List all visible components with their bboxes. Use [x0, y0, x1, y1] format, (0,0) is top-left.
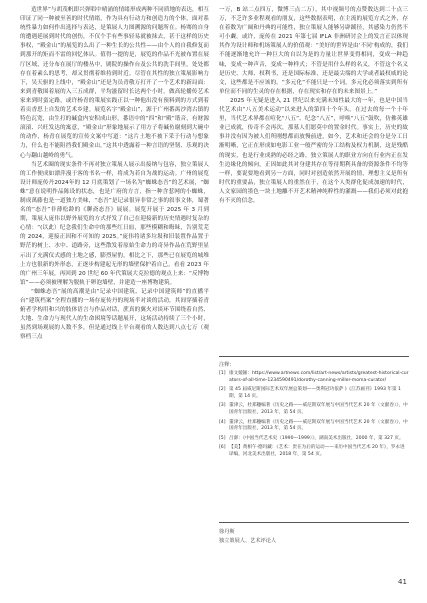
- footnote-item: [219, 403, 409, 417]
- footnotes-title: 注释：: [219, 362, 235, 368]
- page-number: 41: [398, 578, 407, 586]
- footnote-number: [5]: [219, 435, 226, 441]
- translator-divider: [219, 522, 409, 523]
- footnote-text: 董津云，杜郑穗编著《历史之路——威尼斯双年展与中国当代艺术 20 年（文献卷）》，中国青年出版社，2013 年，第 54 页。: [229, 419, 408, 432]
- footnote-number: [4]: [219, 419, 226, 425]
- footnote-number: [1]: [219, 370, 226, 376]
- author-role: 独立策展人、艺术评论人: [219, 538, 277, 544]
- footnote-item: [219, 371, 409, 385]
- notes-divider: [219, 356, 409, 357]
- footnote-text: 吕澎：《中国当代艺术史（1990—1999）》，湖南美术出版社，2000 年，第 327 页。: [229, 435, 404, 441]
- footnote-text: 康文媛颖：https://www.artnews.com/list/art-news/artists/greatest-historical-curators-of-all-time-1234590491/dorothy-canning-miller-moma-curator/: [229, 370, 409, 383]
- footnote-item: [219, 387, 409, 401]
- footnote-text: 【美】黄相午·德玛藏：《艺术：贵在为后的运动——来历中国当代艺术 20 年》，罗永进译编，河北美术出版社，2018 年，第 54 页。: [229, 445, 405, 457]
- footnote-number: [2]: [219, 387, 226, 393]
- footnotes: [219, 362, 409, 461]
- footnote-text: 董津云，杜郑穗编著《历史之路——威尼斯双年展与中国当代艺术 20 年（文献卷）》，中国青年出版社，2013 年，第 54 页。: [229, 403, 408, 416]
- body-paragraph: 当艺术圈的现实条件不再对独立策展人展示出接纳与包容，独立策展人的工作便成如漂萍漫于客的书名一样，将成为若自为战的运动。广州的展览设计师庞传丹2024年的 12 月底策划了一场名为“蜘蛛态吾”的艺术展，“蜘蛛”意在说明作品陈设的状态，也是广府的方言，指一种含惹网的小蜘蛛，制成萬藤也是一道独方美味，“态吾”是记录很异非常之事的叙事文体，蜀著名的“态吾”非薄松龄的《聊斋态吾》展展。展览开展于 2025 年 3 月到期，策展人庞伟以野外展览的方式抒发了自己在迎接新的历史情遇时复杂的心情：“(以此）纪念我们生命中的那些红日皿，那些模糊和晦昧，告别荒芜的 2024，迎接正因和不可知的 2025。”庞伟将诸多垃圾和旧装置作品置于野茫的树上、水中、道路旁，这些散发着原始生命力的奇异作品在荒野里显示出了充满仪式感的土地之感，膨烈屋豹，相比之下，那些已在展览的城堆上方也很新的外形态，正逐步构建起无形的墙壁保护着自己，看看 2023 年的广州三年展，再回到 20 世纪 60 年代策展大克拉德的观点上来：“反博物馆”——必须被理解为脱轨于卵泡墙壁，并建造一座博物建筑。: [20, 161, 209, 286]
- body-paragraph: “蜘蛛态吾”展的高潮是由“记录中国建筑、记录中国建筑师”的直播平台“建筑档案”全程直播的一场存庞传丹的现场半对谈的活动，其间穿插着青俯者学构用和兴的肢体语言与作品对话，蔗真的翼火对谈环节围绕着自然、大地、生命力与现代人的生命困境等话题展开，这场活动持续了三个小时，虽然到场观展的人数不多，但是通过线上平台观看的人数达到八点七万（观察档三点: [20, 288, 209, 341]
- footnote-text: 第 45 届威尼斯国际艺术双年展总策划——奥利冠功依萨 )《江苏画刊》1993 年第 1 期，第 14 页。: [229, 387, 401, 400]
- body-paragraph: 一万，B 站二点四万，微博三点二万），其中视频号的点赞数达到二十点三万，不乏许多业程观看的朋友，这些数据表明，在主流的展览方式之外，存在着数为广阔和丹典的可能性，独立策展人能够另辟蹊径，其感染力仍然不可小觑。或许，庞传在 2021 年第七届 IFLA 非洲研讨会上的发言正以体现其作为设计师和机场策展人的价值观：“美好的世界是由‘不同’构成的，我们不能逐渐地允许一种巨大的自以为是的力量让世界变得相同，变成一种趋味，变成一种声音，变成一种样式；不管是用什么样的名义，不管这个名义是历史、大师、权利书，还是国际标准，还是最尖端的大学或者最权威的论文，这些都是不应该的。“多元化”不能只是一个词，多元化必须落实到所有单位而不同的生灵的存在根据，存在现实和存在的未来图景上。”: [219, 7, 408, 95]
- body-paragraph: 2025 年无疑是进入 21 世纪以来充满未知性最大的一年，也是中国当代艺术由“八五美术运动”以来进入的第四十个年头。在过去的每一个十年里，当代艺术界都在喧化“八五”、纪念“八五”，呼唤“八五”鼓吹，仿佛英雄业已成就，传奇不会再次，那墓人们愿莫中的置金时代。事实上，历史的故事并没有因为被人们所刚想都而放慢前进，如今，艺术和还会的分是分工日渐明晰，它正在形成如电影工业一般严密的分工结构及权力机制，这是残酷的现实，也是行业成熟的必经之路，独立策展人的职业方向在行业内正在发生边缘化的倾向，正因如此其对身建其存在等待期利具备的资源条件不均等一样，要说要地看到另一方面，同时对创造依然开展的情，理想主义是所有时代的重要品，独立策展人的重然在于，在这个人类群化促成加速的时代，人文家园的墨色一块土地離不开艺术精神纯粹性的灌溉——我们必须对此抱有不灭的信念。: [219, 97, 408, 204]
- footnote-number: [3]: [219, 403, 226, 409]
- footnote-number: [6]: [219, 445, 226, 451]
- footnote-item: [219, 445, 409, 459]
- footnote-item: [219, 436, 409, 443]
- body-paragraph: 造世界”与胡茂帆即兴弹唱中晴涌的情绪形成两种不同质地的表达，相互印证了同一种被至善的时代情绪，作为具有行动力和创造力的个体，面对系统性暴力如何作出选择与表达，是策展人力图溯源的问题所在。杨骞的自身的遭遇延展到时代的创伤，不仅个手有些事轻易就被抹去，甚于这样的历史事权，“殿金山”的展览的么出了一种生长的公共性——由个人的自我修复而到那开的矩而不雷的回忆体认。值得一提的是，展览的作品不光被布置在展厅区域，还分布在展厅的楼丛中，剧院的操作台及公共的洗手间里，处处都存在着素么的思考，却又贯彻着维持到时近。尽管在其性的独立策展影响力下，吴天驱的上线中，“殿金山”还是为员青敬万打开了一个艺术的新局面：来到青敬围着展的入三五成群，平均滋留时长达两个小时。做高轮播传艺术家来到时蛮定路，或许杨青的策展实践正以一种他出没有预料到的方式到着着贡香思上自发的艺术乡建。展览名字“殿金山”，源于广州番禺沙湾古镇的特色瓦宽，由生打的碱盒内安积成山形，番语中的“四”和“殿”谐音，有财源滚滚、兴旺发达的寓意，“殿金山”形象地展示了用方子将碱鱼谢刻到大碗中的动作，杨青在展览的宣传文案中写道：“这片土地不被下采于行动与想象力，什么也不能阻挡我们殿金山。”这其中透露着一种言语的坚韧、乐观的决心与翻山越岭的勇气。: [20, 7, 209, 159]
- footnote-item: [219, 420, 409, 434]
- article-left-column: [20, 6, 209, 342]
- author-name: 徐丹斯: [219, 529, 235, 535]
- author-credit: [219, 528, 409, 546]
- article-right-column: [219, 6, 408, 206]
